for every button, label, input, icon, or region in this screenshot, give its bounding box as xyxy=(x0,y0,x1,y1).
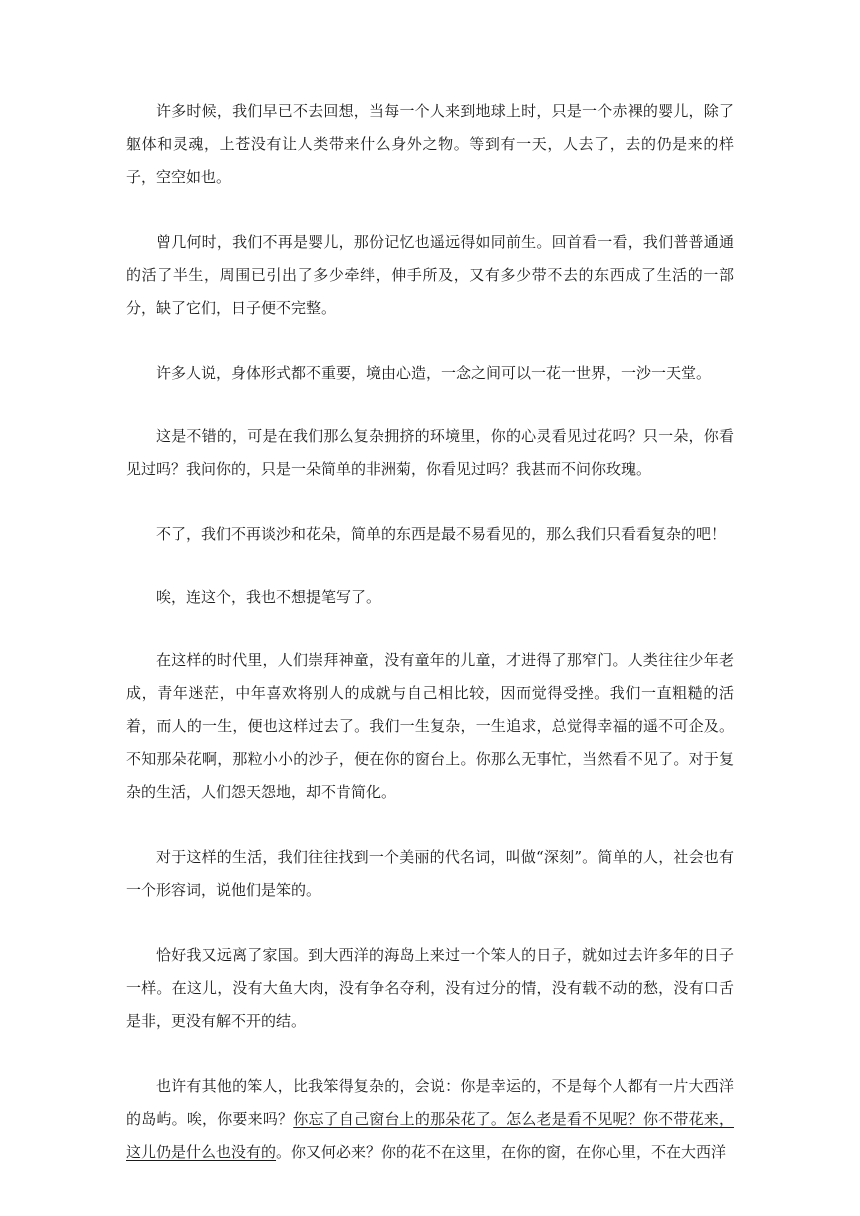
paragraph-10-text-after: 。你又何必来？你的花不在这里，在你的窗，在你心里，不在大西洋 xyxy=(276,1143,727,1161)
paragraph-10 xyxy=(126,1070,734,1169)
paragraph-9: 恰好我又远离了家国。到大西洋的海岛上来过一个笨人的日子，就如过去许多年的日子一样。在这儿，没有大鱼大肉，没有争名夺利，没有过分的情，没有载不动的愁，没有口舌是非，更没有解不开的结。 xyxy=(126,946,734,1030)
paragraph-1: 许多时候，我们早已不去回想，当每一个人来到地球上时，只是一个赤裸的婴儿，除了躯体和灵魂，上苍没有让人类带来什么身外之物。等到有一天，人去了，去的仍是来的样子，空空如也。 xyxy=(126,102,734,186)
paragraph-4: 这是不错的，可是在我们那么复杂拥挤的环境里，你的心灵看见过花吗？只一朵，你看见过吗？我问你的，只是一朵简单的非洲菊，你看见过吗？我甚而不问你玫瑰。 xyxy=(126,427,734,478)
paragraph-3: 许多人说，身体形式都不重要，境由心造，一念之间可以一花一世界，一沙一天堂。 xyxy=(156,364,712,382)
paragraph-7: 在这样的时代里，人们崇拜神童，没有童年的儿童，才进得了那窄门。人类往往少年老成，青年迷茫，中年喜欢将别人的成就与自己相比较，因而觉得受挫。我们一直粗糙的活着，而人的一生，便也这样过去了。我们一生复杂，一生追求，总觉得幸福的遥不可企及。不知那朵花啊，那粒小小的沙子，便在你的窗台上。你那么无事忙，当然看不见了。对于复杂的生活，人们怨天怨地，却不肯简化。 xyxy=(126,651,734,801)
paragraph-10-text-before: 也许有其他的笨人，比我笨得复杂的，会说：你是幸运的，不是每个人都有一片大西洋的岛屿。唉，你要来吗？ xyxy=(126,1077,734,1128)
paragraph-5: 不了，我们不再谈沙和花朵，简单的东西是最不易看见的，那么我们只看看复杂的吧！ xyxy=(156,525,727,543)
paragraph-6: 唉，连这个，我也不想提笔写了。 xyxy=(156,588,382,606)
paragraph-2: 曾几何时，我们不再是婴儿，那份记忆也遥远得如同前生。回首看一看，我们普普通通的活了半生，周围已引出了多少牵绊，伸手所及，又有多少带不去的东西成了生活的一部分，缺了它们，日子便不完整。 xyxy=(126,233,734,317)
paragraph-8: 对于这样的生活，我们往往找到一个美丽的代名词，叫做“深刻”。简单的人，社会也有一个形容词，说他们是笨的。 xyxy=(126,848,734,899)
underlined-sentence: 你忘了自己窗台上的那朵花了。怎么老是看不见呢？你不带花来，这儿仍是什么也没有的 xyxy=(126,1110,734,1161)
